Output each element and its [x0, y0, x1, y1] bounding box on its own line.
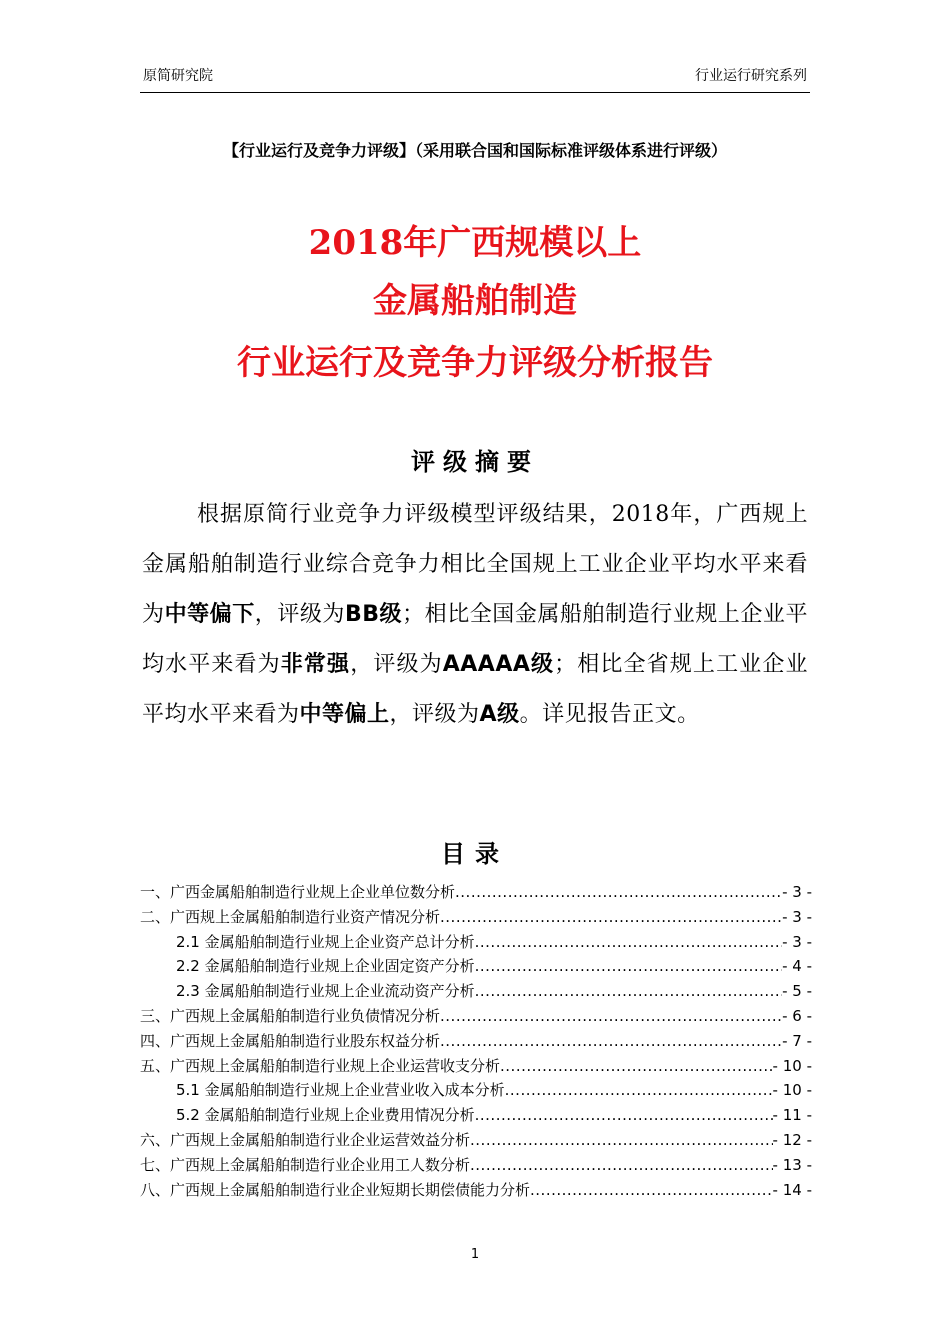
summary-text-4: ，评级为 — [350, 652, 443, 677]
toc-entry-page[interactable]: - 6 - — [782, 1006, 812, 1025]
toc-entry-title[interactable]: 2.3 金属船舶制造行业规上企业流动资产分析 — [176, 982, 475, 1001]
toc-dot-leader — [440, 905, 782, 930]
toc-entry-page[interactable]: - 5 - — [782, 982, 812, 1001]
toc-entry-page[interactable]: - 10 - — [772, 1056, 812, 1075]
toc-entry[interactable] — [140, 1004, 812, 1029]
toc-entry-title[interactable]: 五、广西规上金属船舶制造行业规上企业运营收支分析 — [140, 1056, 501, 1075]
header-org-name: 原简研究院 — [143, 68, 213, 84]
toc-entry[interactable] — [140, 1029, 812, 1054]
toc-subentry[interactable] — [140, 1078, 812, 1103]
toc-entry-title[interactable]: 2.2 金属船舶制造行业规上企业固定资产分析 — [176, 957, 475, 976]
report-title-line-2: 金属船舶制造 — [373, 281, 577, 321]
toc-entry-title[interactable]: 一、广西金属船舶制造行业规上企业单位数分析 — [140, 883, 456, 901]
toc-subentry[interactable] — [140, 1103, 812, 1128]
toc-entry-title[interactable]: 八、广西规上金属船舶制造行业企业短期长期偿债能力分析 — [140, 1180, 531, 1199]
page-number: 1 — [470, 1247, 480, 1262]
report-title-line-3: 行业运行及竞争力评级分析报告 — [237, 343, 713, 383]
toc-entry-page[interactable]: - 7 - — [782, 1031, 812, 1050]
toc-entry-title[interactable]: 三、广西规上金属船舶制造行业负债情况分析 — [140, 1006, 441, 1025]
table-of-contents — [140, 880, 812, 1202]
rating-system-note: 【行业运行及竞争力评级】（采用联合国和国际标准评级体系进行评级） — [222, 141, 727, 160]
toc-dot-leader — [440, 1004, 782, 1029]
summary-grade-province: A级 — [479, 702, 520, 727]
toc-dot-leader — [475, 930, 782, 955]
toc-entry-page[interactable]: - 13 - — [772, 1155, 812, 1174]
toc-entry[interactable] — [140, 1178, 812, 1203]
summary-paragraph — [142, 490, 808, 740]
summary-text-5: ；相比全省规上工业企业平均水平来看为 — [142, 652, 808, 727]
toc-subentry[interactable] — [140, 979, 812, 1004]
toc-entry-page[interactable]: - 10 - — [772, 1081, 812, 1100]
toc-entry-page[interactable]: - 3 - — [782, 907, 812, 926]
summary-text-3: ；相比全国金属船舶制造行业规上企业平均水平来看为 — [142, 602, 808, 677]
toc-dot-leader — [475, 1103, 773, 1128]
header-series-name: 行业运行研究系列 — [695, 68, 807, 84]
summary-grade-national: BB级 — [344, 602, 403, 627]
toc-entry-page[interactable]: - 4 - — [782, 957, 812, 976]
toc-entry-title[interactable]: 七、广西规上金属船舶制造行业企业用工人数分析 — [140, 1155, 471, 1174]
summary-text-6: ，评级为 — [389, 702, 480, 727]
toc-dot-leader — [440, 1029, 782, 1054]
summary-text-7: 。详见报告正文。 — [519, 702, 700, 727]
header-divider — [140, 92, 810, 93]
summary-rating-national-level: 中等偏下 — [164, 602, 255, 627]
toc-subentry[interactable] — [140, 930, 812, 955]
toc-entry-title[interactable]: 5.2 金属船舶制造行业规上企业费用情况分析 — [176, 1106, 475, 1125]
toc-entry-title[interactable]: 四、广西规上金属船舶制造行业股东权益分析 — [140, 1031, 441, 1050]
toc-dot-leader — [505, 1078, 773, 1103]
toc-entry-title[interactable]: 二、广西规上金属船舶制造行业资产情况分析 — [140, 907, 441, 926]
toc-entry-page[interactable]: - 11 - — [772, 1106, 812, 1125]
summary-text-1: 根据原简行业竞争力评级模型评级结果，2018年，广西规上金属船舶制造行业综合竞争力相比全国规上工业企业平均水平来看为 — [142, 502, 808, 627]
toc-entry[interactable] — [140, 880, 812, 905]
toc-entry-title[interactable]: 2.1 金属船舶制造行业规上企业资产总计分析 — [176, 932, 475, 951]
toc-heading: 目录 — [441, 840, 509, 868]
toc-entry[interactable] — [140, 1054, 812, 1079]
toc-entry-title[interactable]: 六、广西规上金属船舶制造行业企业运营效益分析 — [140, 1130, 471, 1149]
toc-dot-leader — [475, 979, 782, 1004]
summary-grade-industry: AAAAA级 — [442, 652, 555, 677]
toc-entry-page[interactable]: - 12 - — [772, 1130, 812, 1149]
toc-dot-leader — [500, 1054, 773, 1079]
toc-entry[interactable] — [140, 1128, 812, 1153]
report-title-line-1: 2018年广西规模以上 — [308, 223, 642, 263]
toc-entry-page[interactable]: - 3 - — [782, 883, 812, 901]
toc-subentry[interactable] — [140, 954, 812, 979]
toc-dot-leader — [530, 1178, 773, 1203]
summary-rating-industry-level: 非常强 — [280, 652, 351, 677]
toc-dot-leader — [455, 880, 782, 905]
toc-entry-page[interactable]: - 3 - — [782, 932, 812, 951]
toc-entry-page[interactable]: - 14 - — [772, 1180, 812, 1199]
summary-text-2: ，评级为 — [254, 602, 345, 627]
toc-dot-leader — [475, 954, 782, 979]
toc-entry[interactable] — [140, 905, 812, 930]
summary-heading: 评级摘要 — [411, 448, 539, 476]
toc-dot-leader — [470, 1153, 773, 1178]
summary-rating-province-level: 中等偏上 — [299, 702, 390, 727]
toc-entry-title[interactable]: 5.1 金属船舶制造行业规上企业营业收入成本分析 — [176, 1081, 505, 1100]
toc-dot-leader — [470, 1128, 773, 1153]
toc-entry[interactable] — [140, 1153, 812, 1178]
